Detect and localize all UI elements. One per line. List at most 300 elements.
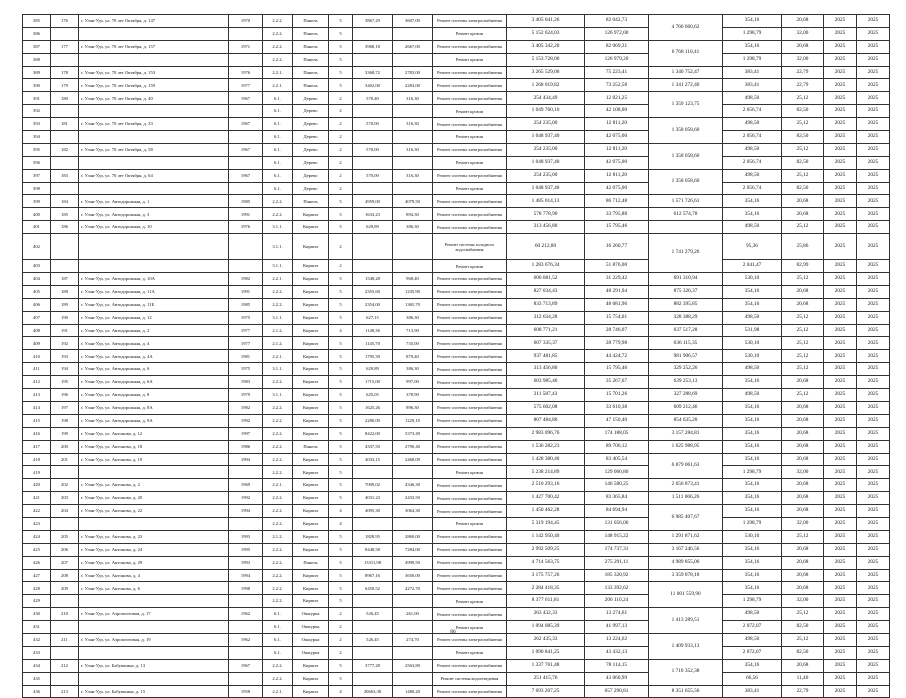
cell-unit-control: 20,68 xyxy=(782,582,824,595)
cell-class-code: 6.1. xyxy=(263,156,293,169)
cell-unit-cost: 531,98 xyxy=(723,324,782,337)
cell-plan-year-start: 2025 xyxy=(824,260,857,273)
cell-address: г. Улан-Удэ, ул. Антонова, д. 2 xyxy=(79,479,229,492)
cell-unit-control: 20,68 xyxy=(782,505,824,518)
cell-plan-year-end: 2025 xyxy=(857,376,890,389)
cell-address: г. Улан-Удэ, ул. 70 лет Октября, д. 157 xyxy=(79,40,229,53)
cell-work-type: Ремонт системы электроснабжения xyxy=(433,582,507,595)
cell-plan-year-end: 2025 xyxy=(857,298,890,311)
table-row xyxy=(23,595,890,608)
cell-plan-year-start: 2025 xyxy=(824,556,857,569)
cell-work-type: Ремонт системы электроснабжения xyxy=(433,324,507,337)
cell-work-type: Ремонт кровли xyxy=(433,517,507,530)
cell-unit-cost: 2 056,74 xyxy=(723,156,782,169)
cell-unit-control: 20,68 xyxy=(782,298,824,311)
cell-wall-material: Кирпич xyxy=(293,285,329,298)
cell-unit-cost: 498,50 xyxy=(723,143,782,156)
cell-work-cost: 251 415,76 xyxy=(507,672,585,685)
cell-unit-control: 20,68 xyxy=(782,285,824,298)
cell-plan-year-start: 2025 xyxy=(824,118,857,131)
cell-row-number: 415 xyxy=(23,414,51,427)
cell-control-cost: 44 424,72 xyxy=(585,350,649,363)
cell-object-number xyxy=(51,234,79,260)
cell-living-area: 2783,00 xyxy=(393,66,433,79)
table-row xyxy=(23,401,890,414)
cell-build-year: 1975 xyxy=(229,363,263,376)
cell-wall-material: Кирпич xyxy=(293,530,329,543)
cell-class-code: 2.2.2. xyxy=(263,517,293,530)
cell-unit-control: 25,12 xyxy=(782,363,824,376)
cell-plan-year-end: 2025 xyxy=(857,389,890,402)
cell-plan-year-start: 2025 xyxy=(824,530,857,543)
cell-unit-control: 20,68 xyxy=(782,543,824,556)
cell-build-year: 1982 xyxy=(229,273,263,286)
cell-living-area: 7284,00 xyxy=(393,543,433,556)
cell-class-code: 2.2.1. xyxy=(263,79,293,92)
cell-build-year: 1969 xyxy=(229,479,263,492)
cell-build-year xyxy=(229,105,263,118)
cell-build-year: 1985 xyxy=(229,298,263,311)
cell-living-area: 2667,00 xyxy=(393,40,433,53)
cell-work-type: Ремонт системы электроснабжения xyxy=(433,66,507,79)
cell-unit-control: 25,12 xyxy=(782,221,824,234)
cell-unit-control: 25,12 xyxy=(782,143,824,156)
cell-total-area xyxy=(353,27,393,40)
cell-living-area: 316,30 xyxy=(393,169,433,182)
cell-wall-material: Кирпич xyxy=(293,453,329,466)
cell-build-year: 1967 xyxy=(229,659,263,672)
cell-build-year: 1994 xyxy=(229,505,263,518)
cell-work-type: Ремонт системы электроснабжения xyxy=(433,453,507,466)
cell-unit-control: 20,68 xyxy=(782,659,824,672)
cell-living-area: 3650,00 xyxy=(393,569,433,582)
cell-work-cost: 2 992 509,25 xyxy=(507,543,585,556)
cell-work-type: Ремонт системы электроснабжения xyxy=(433,363,507,376)
cell-row-number: 433 xyxy=(23,646,51,659)
cell-work-type: Ремонт системы электроснабжения xyxy=(433,79,507,92)
cell-work-cost: 263 432,33 xyxy=(507,608,585,621)
cell-build-year: 1977 xyxy=(229,79,263,92)
cell-address: г. Улан-Удэ, ул. Аэропочтовая, д. 17 xyxy=(79,608,229,621)
cell-unit-cost: 530,10 xyxy=(723,350,782,363)
cell-object-number: 206 xyxy=(51,543,79,556)
cell-unit-control: 25,12 xyxy=(782,273,824,286)
cell-wall-material: Панель xyxy=(293,53,329,66)
cell-object-total: 3 359 078,18 xyxy=(649,569,723,582)
cell-unit-cost: 1 298,79 xyxy=(723,466,782,479)
cell-floors: 5 xyxy=(329,221,353,234)
cell-living-area xyxy=(393,156,433,169)
cell-plan-year-start: 2025 xyxy=(824,401,857,414)
cell-work-cost: 5 153 728,00 xyxy=(507,53,585,66)
cell-total-area: 570,00 xyxy=(353,118,393,131)
cell-living-area: 378,90 xyxy=(393,389,433,402)
table-row xyxy=(23,40,890,53)
cell-total-area: 1715,00 xyxy=(353,376,393,389)
cell-address xyxy=(79,53,229,66)
cell-wall-material: Кирпич xyxy=(293,659,329,672)
cell-row-number: 393 xyxy=(23,118,51,131)
cell-living-area: 2468,09 xyxy=(393,453,433,466)
cell-object-total: 1 358 058,60 xyxy=(649,169,723,195)
cell-object-total: 8 351 655,56 xyxy=(649,685,723,698)
cell-object-number xyxy=(51,260,79,273)
cell-control-cost: 12 811,20 xyxy=(585,118,649,131)
cell-plan-year-end: 2025 xyxy=(857,440,890,453)
table-row xyxy=(23,53,890,66)
cell-row-number: 436 xyxy=(23,685,51,698)
cell-build-year: 1992 xyxy=(229,414,263,427)
cell-class-code: 2.2.2. xyxy=(263,492,293,505)
cell-control-cost: 41 997,13 xyxy=(585,621,649,634)
cell-living-area xyxy=(393,105,433,118)
cell-wall-material: Ошкурка xyxy=(293,633,329,646)
cell-total-area xyxy=(353,105,393,118)
cell-address: г. Улан-Удэ, ул. Автодорожная, д. 2 xyxy=(79,324,229,337)
cell-work-cost: 608 771,21 xyxy=(507,324,585,337)
cell-work-type: Ремонт кровли xyxy=(433,260,507,273)
cell-plan-year-start: 2025 xyxy=(824,156,857,169)
cell-class-code: 6.1. xyxy=(263,182,293,195)
cell-control-cost: 82 042,73 xyxy=(585,15,649,28)
cell-address: г. Улан-Удэ, ул. Бабушкина, д. 13 xyxy=(79,659,229,672)
cell-build-year: 1967 xyxy=(229,169,263,182)
cell-work-cost: 578 778,90 xyxy=(507,208,585,221)
cell-floors: 5 xyxy=(329,66,353,79)
cell-work-cost: 3 175 757,26 xyxy=(507,569,585,582)
cell-unit-control: 20,68 xyxy=(782,479,824,492)
cell-unit-cost: 354,16 xyxy=(723,543,782,556)
cell-unit-control: 82,50 xyxy=(782,621,824,634)
cell-row-number: 410 xyxy=(23,350,51,363)
cell-work-type: Ремонт системы электроснабжения xyxy=(433,427,507,440)
cell-object-number: 177 xyxy=(51,40,79,53)
cell-row-number: 417 xyxy=(23,440,51,453)
cell-unit-cost: 354,16 xyxy=(723,208,782,221)
cell-work-cost: 312 634,28 xyxy=(507,311,585,324)
cell-row-number: 407 xyxy=(23,311,51,324)
cell-unit-cost: 1 298,79 xyxy=(723,27,782,40)
cell-unit-control: 20,68 xyxy=(782,453,824,466)
cell-living-area: 1480,20 xyxy=(393,685,433,698)
cell-plan-year-end: 2025 xyxy=(857,337,890,350)
cell-address xyxy=(79,156,229,169)
cell-unit-cost: 354,16 xyxy=(723,492,782,505)
cell-class-code: 2.2.2. xyxy=(263,556,293,569)
cell-address: г. Улан-Удэ, ул. Антонова, д. 22 xyxy=(79,505,229,518)
cell-class-code: 6.1. xyxy=(263,169,293,182)
cell-control-cost: 42 075,00 xyxy=(585,182,649,195)
cell-build-year: 1981 xyxy=(229,350,263,363)
cell-row-number: 427 xyxy=(23,569,51,582)
cell-object-total: 1 291 871,62 xyxy=(649,530,723,543)
cell-wall-material: Панель xyxy=(293,195,329,208)
cell-unit-cost: 354,16 xyxy=(723,15,782,28)
cell-wall-material: Кирпич xyxy=(293,505,329,518)
cell-living-area: 1229,10 xyxy=(393,414,433,427)
cell-unit-control: 20,68 xyxy=(782,15,824,28)
cell-object-number: 176 xyxy=(51,15,79,28)
cell-class-code: 2.2.2. xyxy=(263,659,293,672)
cell-total-area: 2354,00 xyxy=(353,298,393,311)
cell-living-area: 316,30 xyxy=(393,118,433,131)
cell-floors: 5 xyxy=(329,389,353,402)
cell-unit-control: 20,68 xyxy=(782,440,824,453)
cell-plan-year-end: 2025 xyxy=(857,195,890,208)
cell-work-cost: 2 983 096,76 xyxy=(507,427,585,440)
cell-wall-material: Кирпич xyxy=(293,208,329,221)
cell-unit-control: 25,12 xyxy=(782,92,824,105)
cell-floors: 5 xyxy=(329,298,353,311)
cell-floors: 5 xyxy=(329,595,353,608)
cell-wall-material: Кирпич xyxy=(293,466,329,479)
cell-wall-material: Кирпич xyxy=(293,298,329,311)
cell-work-cost: 1 536 282,23 xyxy=(507,440,585,453)
cell-build-year xyxy=(229,234,263,260)
cell-address: г. Улан-Удэ, ул. Автодорожная, д. 8 xyxy=(79,389,229,402)
cell-object-total: 875 326,37 xyxy=(649,285,723,298)
cell-living-area: 896,30 xyxy=(393,401,433,414)
cell-plan-year-start: 2025 xyxy=(824,195,857,208)
cell-build-year: 1994 xyxy=(229,453,263,466)
cell-living-area: 5373,49 xyxy=(393,427,433,440)
cell-address: г. Улан-Удэ, ул. Аэропочтовая, д. 19 xyxy=(79,633,229,646)
cell-object-number: 186 xyxy=(51,221,79,234)
cell-address: г. Улан-Удэ, ул. 70 лет Октября, д. 147 xyxy=(79,15,229,28)
cell-plan-year-start: 2025 xyxy=(824,15,857,28)
cell-floors: 5 xyxy=(329,208,353,221)
cell-work-cost: 1 450 462,28 xyxy=(507,505,585,518)
cell-control-cost: 28 779,98 xyxy=(585,337,649,350)
cell-floors: 4 xyxy=(329,505,353,518)
cell-address xyxy=(79,260,229,273)
cell-wall-material: Кирпич xyxy=(293,311,329,324)
cell-control-cost: 28 746,07 xyxy=(585,324,649,337)
table-row xyxy=(23,311,890,324)
cell-floors: 5 xyxy=(329,15,353,28)
cell-control-cost: 12 811,20 xyxy=(585,169,649,182)
cell-living-area xyxy=(393,646,433,659)
cell-unit-control: 25,12 xyxy=(782,118,824,131)
cell-work-cost: 3 405 041,26 xyxy=(507,15,585,28)
cell-total-area xyxy=(353,131,393,144)
cell-unit-control: 25,12 xyxy=(782,337,824,350)
cell-work-cost: 3 405 342,20 xyxy=(507,40,585,53)
cell-object-number xyxy=(51,466,79,479)
cell-object-total: 636 115,35 xyxy=(649,337,723,350)
cell-work-cost: 254 235,00 xyxy=(507,143,585,156)
cell-object-number: 193 xyxy=(51,350,79,363)
cell-plan-year-end: 2025 xyxy=(857,466,890,479)
table-row xyxy=(23,92,890,105)
cell-work-type: Ремонт системы электроснабжения xyxy=(433,221,507,234)
cell-floors: 4 xyxy=(329,685,353,698)
cell-unit-cost: 354,16 xyxy=(723,479,782,492)
cell-object-total: 1 741 279,26 xyxy=(649,234,723,273)
cell-floors: 5 xyxy=(329,466,353,479)
cell-plan-year-end: 2025 xyxy=(857,182,890,195)
cell-total-area: 4337,50 xyxy=(353,440,393,453)
cell-row-number: 411 xyxy=(23,363,51,376)
cell-floors: 5 xyxy=(329,672,353,685)
cell-row-number: 435 xyxy=(23,672,51,685)
cell-living-area: 879,40 xyxy=(393,350,433,363)
cell-living-area: 2563,80 xyxy=(393,659,433,672)
cell-object-number xyxy=(51,53,79,66)
cell-unit-cost: 1 298,79 xyxy=(723,517,782,530)
cell-work-type: Ремонт кровли xyxy=(433,595,507,608)
cell-build-year xyxy=(229,466,263,479)
cell-row-number: 404 xyxy=(23,273,51,286)
cell-plan-year-start: 2025 xyxy=(824,79,857,92)
cell-plan-year-start: 2025 xyxy=(824,53,857,66)
cell-floors: 5 xyxy=(329,401,353,414)
cell-object-number xyxy=(51,156,79,169)
cell-floors: 5 xyxy=(329,479,353,492)
cell-plan-year-end: 2025 xyxy=(857,672,890,685)
cell-row-number: 424 xyxy=(23,530,51,543)
cell-row-number: 432 xyxy=(23,633,51,646)
cell-object-number: 179 xyxy=(51,79,79,92)
cell-living-area: 4079,50 xyxy=(393,195,433,208)
cell-floors: 5 xyxy=(329,311,353,324)
cell-wall-material: Кирпич xyxy=(293,543,329,556)
cell-control-cost: 657 290,81 xyxy=(585,685,649,698)
cell-work-cost: 1 427 700,42 xyxy=(507,492,585,505)
cell-address xyxy=(79,672,229,685)
cell-plan-year-end: 2025 xyxy=(857,79,890,92)
cell-total-area: 526,45 xyxy=(353,633,393,646)
cell-living-area: 316,30 xyxy=(393,92,433,105)
cell-address: г. Улан-Удэ, ул. Антонова, д. 19 xyxy=(79,453,229,466)
cell-unit-cost: 498,50 xyxy=(723,221,782,234)
cell-build-year: 1983 xyxy=(229,376,263,389)
cell-work-cost: 311 587,43 xyxy=(507,389,585,402)
table-row xyxy=(23,479,890,492)
cell-living-area xyxy=(393,517,433,530)
cell-plan-year-start: 2025 xyxy=(824,633,857,646)
cell-row-number: 409 xyxy=(23,337,51,350)
cell-object-total: 1 571 726,61 xyxy=(649,195,723,208)
cell-build-year xyxy=(229,131,263,144)
cell-work-cost: 2 284 418,35 xyxy=(507,582,585,595)
cell-floors: 2 xyxy=(329,169,353,182)
cell-object-number: 191 xyxy=(51,324,79,337)
table-row xyxy=(23,66,890,79)
cell-object-number: 197 xyxy=(51,401,79,414)
cell-unit-cost: 354,16 xyxy=(723,556,782,569)
cell-build-year xyxy=(229,260,263,273)
cell-wall-material: Кирпич xyxy=(293,569,329,582)
cell-work-type: Ремонт системы электроснабжения xyxy=(433,659,507,672)
cell-object-number: 187 xyxy=(51,273,79,286)
cell-class-code: 2.2.2. xyxy=(263,582,293,595)
cell-class-code: 2.2.2. xyxy=(263,15,293,28)
cell-work-type: Ремонт системы электроснабжения xyxy=(433,195,507,208)
cell-wall-material: Кирпич xyxy=(293,582,329,595)
table-row xyxy=(23,453,890,466)
cell-unit-control: 20,68 xyxy=(782,414,824,427)
cell-plan-year-start: 2025 xyxy=(824,285,857,298)
cell-unit-control: 82,99 xyxy=(782,260,824,273)
cell-address xyxy=(79,105,229,118)
table-row xyxy=(23,221,890,234)
cell-class-code: 2.2.2. xyxy=(263,427,293,440)
cell-work-type: Ремонт кровли xyxy=(433,156,507,169)
cell-floors: 2 xyxy=(329,105,353,118)
cell-living-area: 968,40 xyxy=(393,273,433,286)
cell-floors: 5 xyxy=(329,350,353,363)
cell-work-type: Ремонт системы электроснабжения xyxy=(433,414,507,427)
cell-address: г. Улан-Удэ, ул. Автодорожная, д. 6 xyxy=(79,363,229,376)
cell-control-cost: 35 267,67 xyxy=(585,376,649,389)
table-row xyxy=(23,260,890,273)
cell-living-area xyxy=(393,260,433,273)
cell-total-area: 1795,39 xyxy=(353,350,393,363)
cell-plan-year-end: 2025 xyxy=(857,40,890,53)
cell-unit-control: 25,12 xyxy=(782,350,824,363)
cell-work-cost: 1 337 761,48 xyxy=(507,659,585,672)
cell-total-area: 627,15 xyxy=(353,311,393,324)
table-row xyxy=(23,324,890,337)
cell-plan-year-start: 2025 xyxy=(824,169,857,182)
cell-unit-cost: 383,41 xyxy=(723,79,782,92)
cell-plan-year-end: 2025 xyxy=(857,311,890,324)
cell-work-type: Ремонт кровли xyxy=(433,621,507,634)
cell-plan-year-start: 2025 xyxy=(824,427,857,440)
cell-total-area: 526,45 xyxy=(353,608,393,621)
cell-work-type: Ремонт системы электроснабжения xyxy=(433,685,507,698)
cell-plan-year-start: 2025 xyxy=(824,221,857,234)
cell-address: г. Улан-Удэ, ул. Бабушкина, д. 15 xyxy=(79,685,229,698)
cell-build-year: 1976 xyxy=(229,66,263,79)
cell-object-total: 1 341 272,40 xyxy=(649,79,723,92)
cell-object-total: 1 511 066,26 xyxy=(649,492,723,505)
cell-wall-material: Панель xyxy=(293,66,329,79)
cell-total-area xyxy=(353,156,393,169)
cell-total-area: 570,00 xyxy=(353,169,393,182)
cell-control-cost: 42 075,00 xyxy=(585,156,649,169)
table-row xyxy=(23,414,890,427)
cell-work-cost: 600 081,52 xyxy=(507,273,585,286)
cell-unit-cost: 354,16 xyxy=(723,401,782,414)
cell-wall-material: Ошкурка xyxy=(293,608,329,621)
cell-unit-cost: 498,50 xyxy=(723,311,782,324)
cell-control-cost: 12 821,25 xyxy=(585,92,649,105)
cell-object-number: 190 xyxy=(51,311,79,324)
cell-plan-year-start: 2025 xyxy=(824,273,857,286)
cell-control-cost: 33 795,88 xyxy=(585,208,649,221)
cell-living-area: 2860,00 xyxy=(393,530,433,543)
cell-plan-year-end: 2025 xyxy=(857,646,890,659)
cell-address xyxy=(79,234,229,260)
cell-plan-year-end: 2025 xyxy=(857,414,890,427)
cell-total-area: 570,00 xyxy=(353,143,393,156)
cell-address: г. Улан-Удэ, ул. 70 лет Октября, д. 159 xyxy=(79,79,229,92)
cell-living-area: 386,30 xyxy=(393,311,433,324)
table-row xyxy=(23,672,890,685)
cell-address: г. Улан-Удэ, ул. 70 лет Октября, д. 153 xyxy=(79,66,229,79)
cell-floors: 5 xyxy=(329,543,353,556)
cell-plan-year-start: 2025 xyxy=(824,582,857,595)
cell-work-type: Ремонт кровли xyxy=(433,53,507,66)
cell-address: г. Улан-Удэ, ул. Автодорожная, д. 11А xyxy=(79,285,229,298)
cell-plan-year-start: 2025 xyxy=(824,569,857,582)
table-row xyxy=(23,685,890,698)
cell-plan-year-end: 2025 xyxy=(857,685,890,698)
cell-unit-control: 32,00 xyxy=(782,27,824,40)
cell-row-number: 405 xyxy=(23,285,51,298)
